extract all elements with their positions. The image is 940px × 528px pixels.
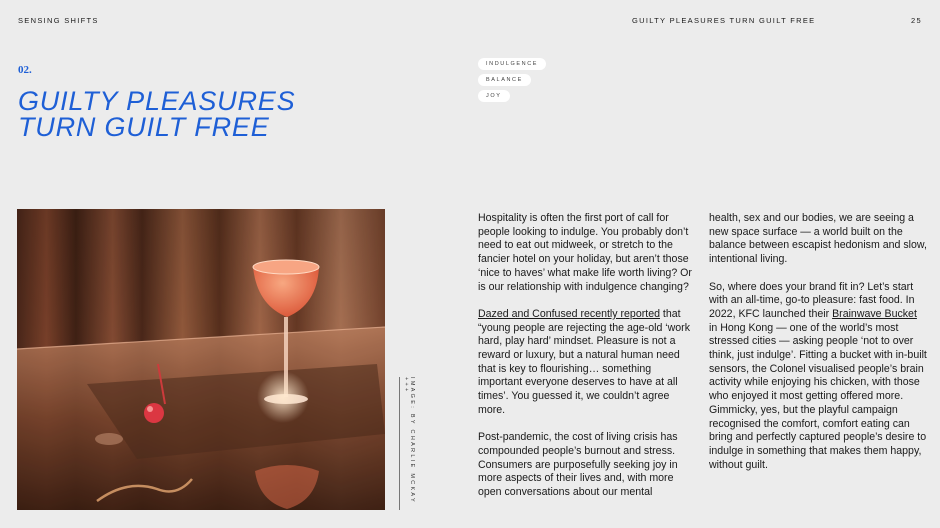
page-number: 25 [911, 16, 922, 25]
running-title: GUILTY PLEASURES TURN GUILT FREE [632, 16, 816, 25]
page-title [18, 88, 378, 140]
cocktail-photo [17, 209, 385, 510]
body-column-2 [709, 212, 927, 486]
paragraph: Hospitality is often the first port of call for people looking to indulge. You probably don’t need to eat out midweek, or stretch to the fancier hotel on your holiday, but aren’t those ‘nice to haves’ what make life worth living? Or is our relationship with indulgence changing? [478, 212, 692, 293]
tag-joy[interactable]: JOY [478, 90, 510, 102]
title-line-1: GUILTY PLEASURES [18, 86, 296, 116]
publication-name: SENSING SHIFTS [18, 16, 99, 25]
dazed-article-link[interactable]: Dazed and Confused recently reported [478, 307, 660, 320]
tag-balance[interactable]: BALANCE [478, 74, 531, 86]
section-number: 02. [18, 64, 32, 76]
paragraph-text: that “young people are rejecting the age-old ‘work hard, play hard’ mindset. Pleasure is not a reward or luxury, but a natural human need that is key to flourishing… something important everyone deserves to have at all times’. You guessed it, we couldn’t agree more. [478, 307, 691, 416]
paragraph: Post-pandemic, the cost of living crisis has compounded people’s burnout and stress. Consumers are purposefully seeking joy in more aspects of their lives and, with more open conversations about our mental [478, 431, 678, 499]
brainwave-bucket-link[interactable]: Brainwave Bucket [832, 307, 917, 320]
paragraph-text: in Hong Kong — one of the world’s most stressed cities — asking people ‘not to over think, just indulge’. Fitting a bucket with in-built sensors, the Colonel visualised people’s brain activity while enjoying his chicken, with those who enjoyed it most getting offered more. Gimmicky, yes, but the playful campaign recognised the comfort, comfort eating can bring and perfectly captured people’s desire to indulge in something that makes them happy, without guilt. [709, 321, 927, 471]
title-line-2: TURN GUILT FREE [18, 112, 270, 142]
body-column-1 [478, 212, 696, 513]
tag-list [478, 58, 546, 106]
paragraph-text: So, where does your brand fit in? Let’s start with an all-time, go-to pleasure: fast food. In 2022, KFC launched their [709, 280, 915, 320]
image-credit: IMAGE: BY CHARLIE MCKAY +++ [399, 377, 415, 510]
tag-indulgence[interactable]: INDULGENCE [478, 58, 546, 70]
paragraph: health, sex and our bodies, we are seeing a new space surface — a world built on the balance between escapist hedonism and slow, intentional living. [709, 212, 927, 266]
paragraph [709, 281, 927, 473]
paragraph [478, 308, 696, 418]
